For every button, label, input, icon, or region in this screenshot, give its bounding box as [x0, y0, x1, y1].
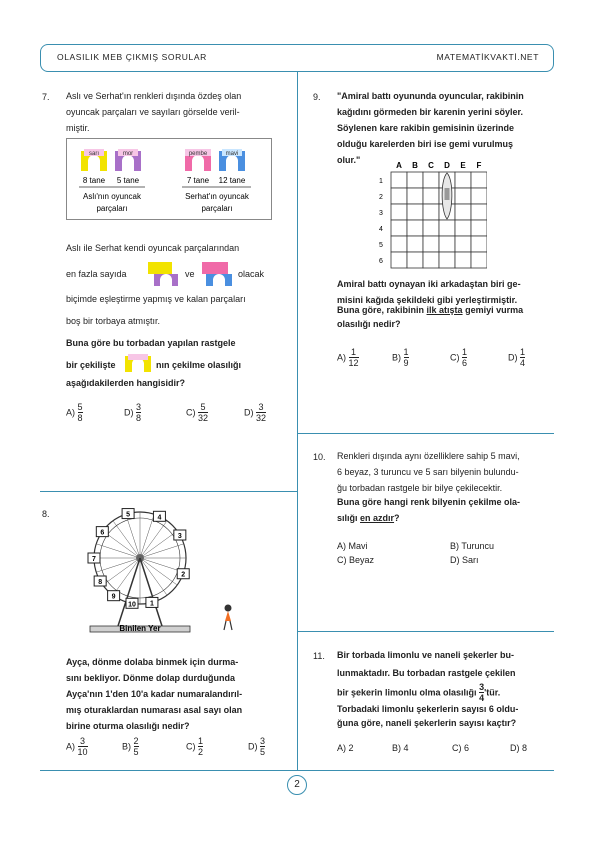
- seat-label-10: 10: [128, 601, 136, 609]
- seat-label-8: 8: [98, 579, 103, 586]
- grid-cell: [455, 188, 471, 204]
- grid-row-label: 1: [379, 178, 383, 185]
- grid-col-label: F: [476, 161, 482, 170]
- grid-cell: [407, 236, 423, 252]
- wheel-spoke: [140, 558, 177, 585]
- piece-sari-inline-icon: [123, 352, 153, 374]
- wheel-spoke: [96, 558, 140, 572]
- q9-body: Amiral battı oynayan iki arkadaştan biri ge- misini kağıda şekildeki gibi yerleştirmiştir.: [337, 279, 521, 305]
- grid-cell: [391, 220, 407, 236]
- q7-question-c: aşağıdakilerden hangisidir?: [66, 378, 186, 388]
- q9-option-c[interactable]: C) $\frac{1}{6}$: [450, 347, 468, 368]
- grid-cell: [407, 172, 423, 188]
- grid-cell: [391, 236, 407, 252]
- q9-quote: "Amiral battı oyununda oyuncular, rakibinin kağıdını görmeden bir karenin yerini söyler. Söylenen kare rakibin gemisinin üzerinde olduğu karelerden biri ise gemi vurulmuş olur.": [337, 91, 524, 165]
- count-s1: 7 tane: [186, 176, 210, 185]
- q11-line1: Bir torbada limonlu ve naneli şekerler bu-: [337, 650, 515, 660]
- seat-label-9: 9: [111, 593, 116, 601]
- grid-cell: [471, 188, 487, 204]
- grid-cell: [471, 204, 487, 220]
- grid-cell: [407, 188, 423, 204]
- q7-intro: Aslı ve Serhat'ın renkleri dışında özdeş olan oyuncak parçaları ve sayıları görselde veril- miştir.: [66, 91, 242, 133]
- q11-option-b[interactable]: B) 4: [392, 743, 409, 753]
- wheel-leg: [118, 558, 140, 626]
- grid-cell: [439, 220, 455, 236]
- q8-option-c[interactable]: C) $\frac{1}{2}$: [186, 736, 204, 757]
- label-mavi: mavi: [225, 151, 239, 157]
- grid-col-label: D: [444, 161, 450, 170]
- q9-option-a[interactable]: A) $\frac{1}{12}$: [337, 347, 359, 368]
- q11-line4: Torbadaki limonlu şekerlerin sayısı 6 oldu-: [337, 704, 519, 714]
- q10-option-c[interactable]: C) Beyaz: [337, 555, 375, 565]
- q11-option-a[interactable]: A) 2: [337, 743, 354, 753]
- divider-left: [40, 491, 297, 492]
- grid-cell: [455, 172, 471, 188]
- seat-label-7: 7: [92, 556, 96, 563]
- q7-figure: [66, 138, 272, 220]
- q11-line2: lunmaktadır. Bu torbadan rastgele çekilen: [337, 668, 516, 678]
- grid-cell: [471, 236, 487, 252]
- child-leg: [224, 621, 226, 630]
- grid-cell: [407, 252, 423, 268]
- header-site: MATEMATİKVAKTİ.NET: [436, 52, 539, 62]
- child-body-icon: [225, 611, 231, 621]
- q10-option-a[interactable]: A) Mavi: [337, 541, 368, 551]
- grid-cell: [407, 204, 423, 220]
- grid-cell: [423, 220, 439, 236]
- grid-cell: [423, 188, 439, 204]
- divider-right-1: [298, 433, 554, 434]
- q8-text: Ayça, dönme dolaba binmek için durma- sını bekliyor. Dönme dolap durduğunda Ayça'nın 1'den 10'a kadar numaralandırıl- mış oturaklardan numarası asal sayı olan birine oturma olasılığı nedir?: [66, 657, 243, 731]
- q7-body2c: olacak: [238, 269, 265, 279]
- grid-cell: [423, 236, 439, 252]
- label-pembe: pembe: [188, 151, 208, 157]
- q10-option-b[interactable]: B) Turuncu: [450, 541, 495, 551]
- combo-sari-mor-icon: [146, 260, 180, 288]
- page-number: 2: [287, 775, 307, 795]
- grid-col-label: E: [460, 161, 466, 170]
- q7-body2b: ve: [185, 269, 195, 279]
- wheel-spoke: [140, 521, 167, 558]
- grid-col-label: A: [396, 161, 402, 170]
- q7-question-b2: nın çekilme olasılığı: [156, 360, 242, 370]
- grid-col-label: C: [428, 161, 434, 170]
- label-mor: mor: [122, 151, 134, 157]
- wheel-spoke: [126, 511, 140, 558]
- q7-option-a[interactable]: A) $\frac{5}{8}$: [66, 402, 83, 423]
- wheel-spoke: [113, 521, 140, 558]
- q9-number: 9.: [313, 92, 321, 102]
- grid-col-label: B: [412, 161, 418, 170]
- ship-cabin: [445, 188, 450, 200]
- seat-label-4: 4: [157, 514, 162, 522]
- grid-cell: [455, 220, 471, 236]
- wheel-spoke: [96, 544, 140, 558]
- boarding-label: Binilen Yer: [119, 624, 161, 633]
- q11-option-d[interactable]: D) 8: [510, 743, 528, 753]
- q10-text: Renkleri dışında aynı özelliklere sahip 5 mavi, 6 beyaz, 3 turuncu ve 5 sarı bilyenin bulundu- ğu torbadan rastgele bir bilye çekilecektir.: [337, 451, 520, 493]
- q7-body4: boş bir torbaya atmıştır.: [66, 316, 161, 326]
- caption-asli-1: Aslı'nın oyuncak: [82, 192, 142, 201]
- wheel-spoke: [140, 531, 177, 558]
- header-title: OLASILIK MEB ÇIKMIŞ SORULAR: [57, 52, 207, 62]
- grid-cell: [455, 204, 471, 220]
- seat-label-5: 5: [126, 511, 131, 519]
- caption-serhat-1: Serhat'ın oyuncak: [185, 192, 249, 201]
- seat-label-1: 1: [149, 600, 154, 608]
- q9-question-c: olasılığı nedir?: [337, 319, 401, 329]
- wheel-spoke: [140, 544, 184, 558]
- q7-question-a: Buna göre bu torbadan yapılan rastgele: [66, 338, 236, 348]
- grid-row-label: 5: [379, 242, 383, 249]
- q9-option-d[interactable]: D) $\frac{1}{4}$: [508, 347, 526, 368]
- q10-option-d[interactable]: D) Sarı: [450, 555, 479, 565]
- combo-pembe-mavi-icon: [198, 260, 234, 288]
- q8-option-a[interactable]: A) $\frac{3}{10}$: [66, 736, 88, 757]
- grid-cell: [407, 220, 423, 236]
- q11-option-c[interactable]: C) 6: [452, 743, 470, 753]
- grid-row-label: 2: [379, 194, 383, 201]
- grid-row-label: 4: [379, 226, 383, 233]
- count-s2: 12 tane: [218, 176, 246, 185]
- q10-question: Buna göre hangi renk bilyenin çekilme ola- sılığı en azdır?: [337, 497, 521, 523]
- q9-question: Buna göre, rakibinin ilk atışta gemiyi vurma: [337, 305, 524, 315]
- grid-cell: [471, 220, 487, 236]
- ferris-wheel-figure: [78, 500, 238, 642]
- page-header: [40, 44, 554, 72]
- q7-body2a: en fazla sayıda: [66, 269, 127, 279]
- grid-cell: [423, 204, 439, 220]
- q11-line5: ğuna göre, naneli şekerlerin sayısı kaçtır?: [337, 718, 517, 728]
- q7-number: 7.: [42, 92, 50, 102]
- q11-number: 11.: [313, 651, 325, 661]
- grid-cell: [391, 188, 407, 204]
- grid-cell: [455, 236, 471, 252]
- seat-label-2: 2: [181, 571, 186, 579]
- divider-right-2: [298, 631, 554, 632]
- q7-body1: Aslı ile Serhat kendi oyuncak parçalarından: [66, 243, 240, 253]
- grid-cell: [471, 172, 487, 188]
- q7-question-b1: bir çekilişte: [66, 360, 116, 370]
- q7-option-b[interactable]: D) $\frac{3}{8}$: [124, 402, 142, 423]
- seat-label-6: 6: [100, 529, 105, 537]
- seat-label-3: 3: [177, 533, 182, 540]
- footer-line: [40, 770, 554, 771]
- wheel-spoke: [140, 514, 154, 558]
- wheel-leg: [140, 558, 162, 626]
- grid-row-label: 6: [379, 258, 383, 265]
- column-divider: [297, 72, 298, 770]
- label-sari: sarı: [88, 151, 100, 157]
- grid-cell: [471, 252, 487, 268]
- count-a1: 8 tane: [82, 176, 106, 185]
- caption-asli-2: parçaları: [96, 204, 128, 213]
- grid-cell: [391, 252, 407, 268]
- grid-cell: [455, 252, 471, 268]
- q7-body3: biçimde eşleştirme yapmış ve kalan parçaları: [66, 294, 246, 304]
- grid-row-label: 3: [379, 210, 383, 217]
- q8-option-b[interactable]: B) $\frac{2}{5}$: [122, 736, 139, 757]
- q8-number: 8.: [42, 509, 50, 519]
- wheel-spoke: [103, 558, 140, 585]
- q10-number: 10.: [313, 452, 326, 462]
- q7-option-d[interactable]: D) $\frac{3}{32}$: [244, 402, 267, 423]
- q7-option-c[interactable]: C) $\frac{5}{32}$: [186, 402, 209, 423]
- battleship-grid: [367, 158, 487, 270]
- q9-option-b[interactable]: B) $\frac{1}{9}$: [392, 347, 409, 368]
- grid-cell: [439, 252, 455, 268]
- q11-line3: bir şekerin limonlu olma olasılığı $\frac{3}{4}$ 'tür.: [337, 682, 501, 703]
- grid-cell: [423, 172, 439, 188]
- grid-cell: [423, 252, 439, 268]
- child-leg: [230, 621, 232, 630]
- count-a2: 5 tane: [116, 176, 140, 185]
- grid-cell: [391, 204, 407, 220]
- caption-serhat-2: parçaları: [201, 204, 233, 213]
- grid-cell: [439, 236, 455, 252]
- wheel-spoke: [140, 558, 167, 595]
- child-head-icon: [225, 605, 232, 612]
- grid-cell: [391, 172, 407, 188]
- q8-option-d[interactable]: D) $\frac{3}{5}$: [248, 736, 266, 757]
- wheel-spoke: [113, 558, 140, 595]
